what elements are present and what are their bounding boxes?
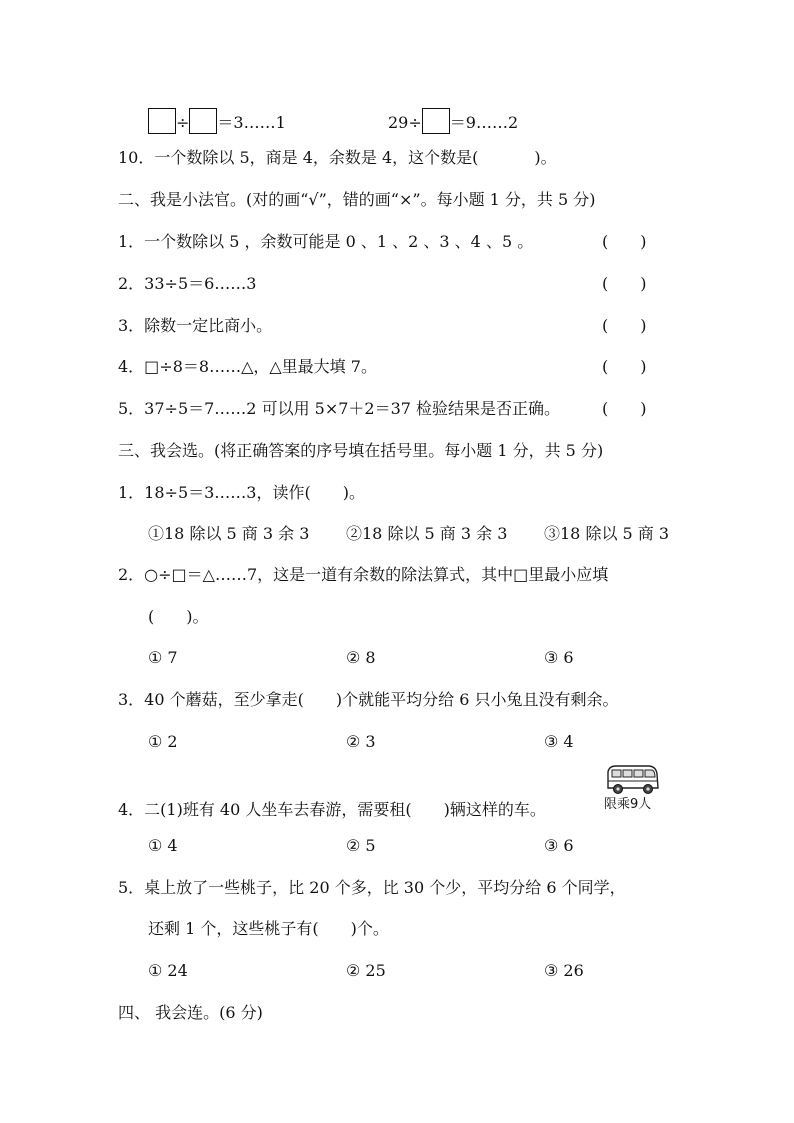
- q9-line-left: [148, 108, 286, 134]
- section2-item-2: 2．33÷5＝6……3: [118, 274, 257, 293]
- section3-q3-option-1[interactable]: ① 2: [148, 732, 178, 751]
- section3-q2: 2．○÷□＝△……7，这是一道有余数的除法算式，其中□里最小应填: [118, 565, 609, 584]
- section2-answer-3[interactable]: ( ): [602, 316, 647, 335]
- van-capacity-label: 限乘9人: [604, 797, 652, 812]
- answer-box-right-divisor[interactable]: [422, 108, 450, 134]
- divide-sign: ÷: [176, 113, 190, 132]
- section2-title: 二、我是小法官。(对的画“√”，错的画“×”。每小题 1 分，共 5 分): [118, 190, 596, 209]
- q10-question: [118, 147, 557, 169]
- q10-text: 10．一个数除以 5，商是 4，余数是 4，这个数是(: [118, 148, 479, 167]
- section3-q5: 5．桌上放了一些桃子，比 20 个多，比 30 个少，平均分给 6 个同学，: [118, 878, 626, 897]
- section2-item-4: 4．□÷8＝8……△，△里最大填 7。: [118, 357, 377, 376]
- section3-q2-blank[interactable]: ( )。: [148, 607, 209, 626]
- section3-q1: 1．18÷5＝3……3，读作( )。: [118, 483, 365, 502]
- section3-q4-option-3[interactable]: ③ 6: [544, 836, 574, 855]
- q9-right-prefix: 29÷: [388, 113, 422, 132]
- section3-q5-option-1[interactable]: ① 24: [148, 961, 188, 980]
- q10-close: )。: [534, 148, 557, 167]
- section3-q1-option-3[interactable]: ③18 除以 5 商 3: [544, 524, 670, 543]
- section2-answer-1[interactable]: ( ): [602, 232, 647, 251]
- q9-left-result: ＝3……1: [217, 113, 286, 132]
- section3-q3: 3．40 个蘑菇，至少拿走( )个就能平均分给 6 只小兔且没有剩余。: [118, 690, 619, 709]
- section2-answer-2[interactable]: ( ): [602, 274, 647, 293]
- section3-q2-option-1[interactable]: ① 7: [148, 648, 178, 667]
- section2-item-5: 5．37÷5＝7……2 可以用 5×7＋2＝37 检验结果是否正确。: [118, 399, 561, 418]
- section2-answer-5[interactable]: ( ): [602, 399, 647, 418]
- section2-item-3: 3．除数一定比商小。: [118, 316, 273, 335]
- section2-answer-4[interactable]: ( ): [602, 357, 647, 376]
- section3-q3-option-3[interactable]: ③ 4: [544, 732, 574, 751]
- answer-box-divisor[interactable]: [189, 108, 217, 134]
- van-illustration: [604, 762, 660, 796]
- section3-q3-option-2[interactable]: ② 3: [346, 732, 376, 751]
- section4-title: 四、 我会连。(6 分): [118, 1003, 263, 1022]
- section3-q2-option-3[interactable]: ③ 6: [544, 648, 574, 667]
- section3-q1-option-1[interactable]: ①18 除以 5 商 3 余 3: [148, 524, 310, 543]
- section3-title: 三、我会选。(将正确答案的序号填在括号里。每小题 1 分，共 5 分): [118, 441, 604, 460]
- section3-q5-option-3[interactable]: ③ 26: [544, 961, 584, 980]
- section3-q4-option-1[interactable]: ① 4: [148, 836, 178, 855]
- section3-q4: 4．二(1)班有 40 人坐车去春游，需要租( )辆这样的车。: [118, 800, 546, 819]
- answer-box-dividend[interactable]: [148, 108, 176, 134]
- q9-right-result: ＝9……2: [449, 113, 519, 132]
- section3-q2-option-2[interactable]: ② 8: [346, 648, 376, 667]
- section3-q5-line2: 还剩 1 个，这些桃子有( )个。: [148, 919, 389, 938]
- section3-q5-option-2[interactable]: ② 25: [346, 961, 386, 980]
- section3-q1-option-2[interactable]: ②18 除以 5 商 3 余 3: [346, 524, 508, 543]
- section2-item-1: 1．一个数除以 5 ，余数可能是 0 、1 、2 、3 、4 、5 。: [118, 232, 534, 251]
- q9-line-right: [388, 108, 518, 134]
- section3-q4-option-2[interactable]: ② 5: [346, 836, 376, 855]
